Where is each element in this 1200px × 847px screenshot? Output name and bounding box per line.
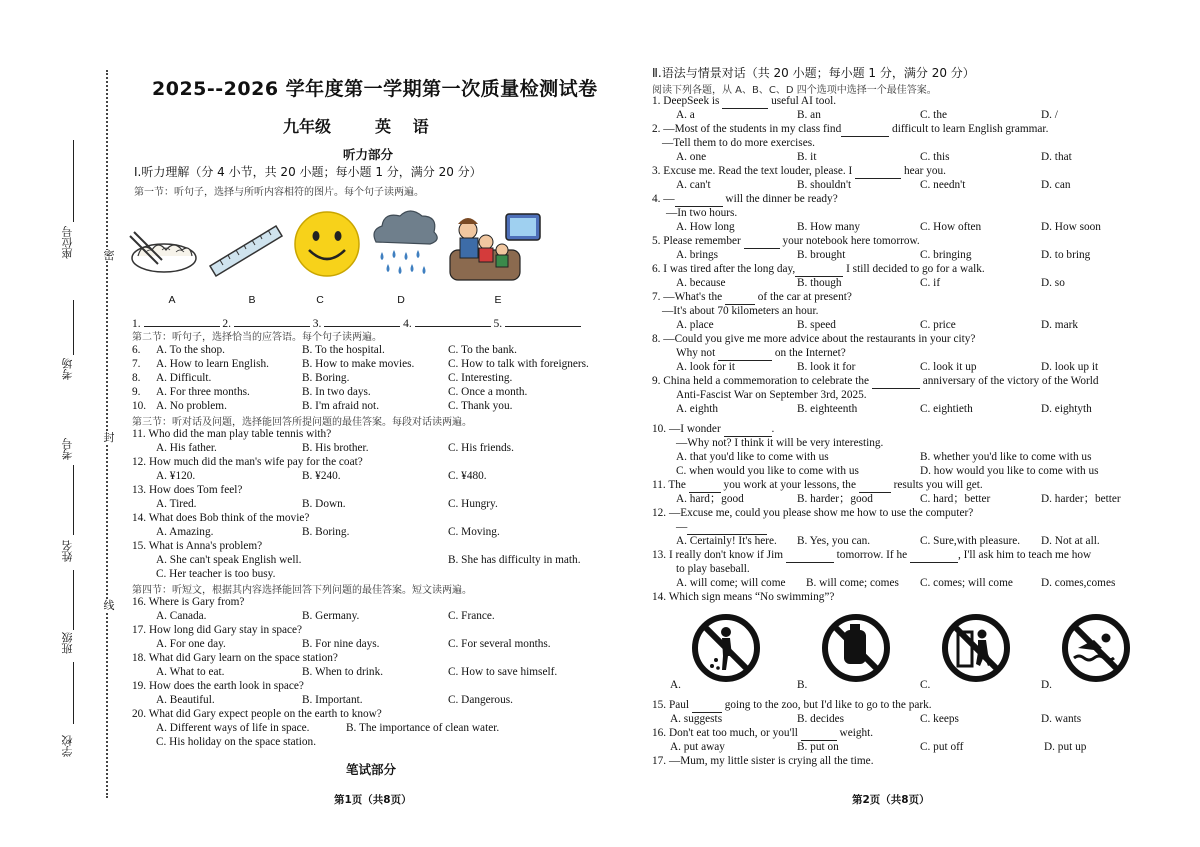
option[interactable]: D. comes,comes [1041,577,1116,589]
option[interactable]: D. can [1041,179,1071,191]
grammar-section-title: Ⅱ.语法与情景对话（共 20 小题；每小题 1 分，满分 20 分） [652,66,975,80]
option[interactable]: A. She can't speak English well. [156,554,302,566]
question-stem: 9. China held a commemoration to celebrate the anniversary of the victory of the World [652,375,1099,387]
question-dialog-line: — [676,520,767,535]
picture-label-d: D [397,294,405,306]
option[interactable]: A. hard；good [676,493,744,505]
answer-blank[interactable] [855,164,901,179]
option[interactable]: C. Interesting. [448,372,513,384]
question-number: 8. [132,372,141,384]
name-label: 姓名 [61,540,74,562]
option[interactable]: B. Yes, you can. [797,535,871,547]
answer-blank[interactable] [687,520,767,535]
option[interactable]: A. ¥120. [156,470,196,482]
option[interactable]: A. Different ways of life in space. [156,722,310,734]
option[interactable]: A. For three months. [156,386,250,398]
option[interactable]: B. She has difficulty in math. [448,554,581,566]
no-drinking-icon [820,612,892,684]
option[interactable]: A. Certainly! It's here. [676,535,777,547]
option[interactable]: C. if [920,277,941,289]
seat-number-label: 座位号 [61,226,74,259]
family-tv-icon [448,206,546,288]
question-dialog-line: —Why not? I think it will be very interesting. [676,437,884,449]
answer-blank[interactable] [841,122,889,137]
option[interactable]: D. how would you like to come with us [920,465,1099,477]
option[interactable]: C. His holiday on the space station. [156,736,317,748]
option[interactable]: A. How to learn English. [156,358,269,370]
option[interactable]: A. put away [670,741,725,753]
option[interactable]: C. ¥480. [448,470,487,482]
question-stem: 12. How much did the man's wife pay for the coat? [132,456,363,468]
picture-label-a: A [168,294,176,306]
option[interactable]: B. His brother. [302,442,369,454]
option[interactable]: C. [920,679,931,691]
question-stem: 17. How long did Gary stay in space? [132,624,303,636]
option[interactable]: A. one [676,151,707,163]
option[interactable]: B. Germany. [302,610,360,622]
answer-blank[interactable] [725,290,755,305]
question-stem: 19. How does the earth look in space? [132,680,304,692]
option[interactable]: B. Boring. [302,372,350,384]
option[interactable]: A. will come; will come [676,577,786,589]
option[interactable]: C. put off [920,741,964,753]
answer-blank[interactable] [795,262,843,277]
question-stem-continued: Anti-Fascist War on September 3rd, 2025. [676,389,867,401]
answer-blank-4[interactable] [415,315,491,327]
option[interactable]: B. Important. [302,694,363,706]
option[interactable]: D. harder；better [1041,493,1121,505]
question-stem: 7. —What's the of the car at present? [652,291,852,303]
option[interactable]: D. mark [1041,319,1079,331]
question-dialog-line: —In two hours. [666,207,738,219]
question-stem: 12. —Excuse me, could you please show me how to use the computer? [652,507,974,519]
option[interactable]: A. a [676,109,695,121]
part1-instruction: 第一节：听句子，选择与所听内容相符的图片。每个句子读两遍。 [134,187,424,198]
option[interactable]: C. How to save himself. [448,666,558,678]
option[interactable]: A. No problem. [156,400,227,412]
exam-title: 2025--2026 学年度第一学期第一次质量检测试卷 [152,78,598,100]
option[interactable]: B. For nine days. [302,638,380,650]
question-stem: 20. What did Gary expect people on the earth to know? [132,708,382,720]
picture-label-b: B [248,294,256,306]
option[interactable]: B. though [797,277,842,289]
question-stem: 14. Which sign means “No swimming”? [652,591,835,603]
option[interactable]: C. Once a month. [448,386,528,398]
answer-blank[interactable] [675,192,723,207]
answer-blank[interactable] [872,374,920,389]
option[interactable]: B. I'm afraid not. [302,400,380,412]
listening-section-title: Ⅰ.听力理解（分 4 小节，共 20 小题；每小题 1 分，满分 20 分） [134,165,482,179]
question-number: 7. [132,358,141,370]
blank-number: 4. [403,318,412,330]
option[interactable]: C. Sure,with pleasure. [920,535,1021,547]
option[interactable]: B. brought [797,249,846,261]
option[interactable]: C. needn't [920,179,966,191]
option[interactable]: B. decides [797,713,845,725]
option[interactable]: C. look it up [920,361,977,373]
class-label: 班级 [61,632,74,654]
question-stem: 16. Don't eat too much, or you'll weight. [652,727,874,739]
option[interactable]: D. Not at all. [1041,535,1100,547]
option[interactable]: A. eighth [676,403,719,415]
option[interactable]: A. Tired. [156,498,197,510]
option[interactable]: C. hard；better [920,493,991,505]
question-stem: 1. DeepSeek is useful AI tool. [652,95,837,107]
seal-char-feng: 封 [103,431,115,444]
option[interactable]: B. Boring. [302,526,350,538]
part4-instruction: 第四节：听短文，根据其内容选择能回答下列问题的最佳答案。短文读两遍。 [132,585,472,596]
option[interactable]: D. How soon [1041,221,1101,233]
answer-blank[interactable] [718,346,772,361]
option[interactable]: C. bringing [920,249,972,261]
option[interactable]: B. put on [797,741,839,753]
blank-number: 2. [222,318,231,330]
option[interactable]: C. France. [448,610,495,622]
option[interactable]: D. to bring [1041,249,1091,261]
question-dialog-line: Why not on the Internet? [676,347,846,359]
option[interactable]: D. wants [1041,713,1082,725]
answer-blank[interactable] [744,234,780,249]
question-stem: 18. What did Gary learn on the space station? [132,652,338,664]
answer-blank[interactable] [801,726,837,741]
option[interactable]: C. when would you like to come with us [676,465,859,477]
question-dialog-line: —It's about 70 kilometers an hour. [662,305,819,317]
question-stem: 13. How does Tom feel? [132,484,243,496]
option[interactable]: B. The importance of clean water. [346,722,500,734]
option[interactable]: D. so [1041,277,1065,289]
question-stem: 11. Who did the man play table tennis with? [132,428,332,440]
option[interactable]: B. harder；good [797,493,873,505]
subject-label: 英 语 [375,117,437,136]
option[interactable]: C. Hungry. [448,498,498,510]
no-climbing-icon [940,612,1012,684]
option[interactable]: C. Moving. [448,526,500,538]
grade-label: 九年级 [283,117,332,136]
dumplings-icon [128,206,200,288]
answer-blank[interactable] [722,94,768,109]
blank-number: 5. [493,318,503,330]
option[interactable]: D. [1041,679,1052,691]
option[interactable]: C. Her teacher is too busy. [156,568,276,580]
option[interactable]: C. eightieth [920,403,973,415]
option[interactable]: A. For one day. [156,638,226,650]
school-label: 学校 [61,735,74,757]
option[interactable]: A. Beautiful. [156,694,215,706]
option[interactable]: B. Down. [302,498,346,510]
no-swimming-icon [1060,612,1132,684]
option[interactable]: B. eighteenth [797,403,858,415]
option[interactable]: C. For several months. [448,638,551,650]
option[interactable]: C. price [920,319,956,331]
question-stem: 14. What does Bob think of the movie? [132,512,310,524]
question-stem: 15. What is Anna's problem? [132,540,263,552]
answer-blank[interactable] [692,698,722,713]
option[interactable]: B. will come; comes [806,577,899,589]
option[interactable]: C. To the bank. [448,344,517,356]
option[interactable]: C. His friends. [448,442,514,454]
seal-char-xian: 线 [103,599,115,612]
question-stem: 15. Paul going to the zoo, but I'd like to go to the park. [652,699,932,711]
answer-blank[interactable] [910,548,958,563]
option[interactable]: A. place [676,319,714,331]
seal-char-mi: 密 [103,249,115,262]
ruler-icon [206,206,286,288]
question-stem: 10. —I wonder . [652,423,775,435]
answer-blank[interactable] [859,478,891,493]
exam-room-field[interactable] [73,300,74,355]
option[interactable]: A. Canada. [156,610,207,622]
option[interactable]: A. Difficult. [156,372,212,384]
option[interactable]: D. eightyth [1041,403,1092,415]
part3-instruction: 第三节：听对话及问题，选择能回答所提问题的最佳答案。每段对话读两遍。 [132,417,472,428]
option[interactable]: C. the [920,109,947,121]
option[interactable]: C. How to talk with foreigners. [448,358,589,370]
option[interactable]: B. speed [797,319,836,331]
exam-number-field[interactable] [73,465,74,535]
question-stem: 16. Where is Gary from? [132,596,245,608]
option[interactable]: C. this [920,151,950,163]
option[interactable]: B. How to make movies. [302,358,415,370]
question-stem-continued: to play baseball. [676,563,750,575]
question-stem: 13. I really don't know if Jim tomorrow. If he , I'll ask him to teach me how [652,549,1092,561]
answer-blank-1[interactable] [144,315,220,327]
page-footer-2: 第2页（共8页） [852,794,930,806]
question-dialog-line: —Tell them to do more exercises. [662,137,815,149]
exam-number-label: 考号 [61,438,74,460]
answer-blank[interactable] [689,478,721,493]
smiley-icon [292,206,362,288]
answer-blank-3[interactable] [324,315,400,327]
option[interactable]: C. keeps [920,713,959,725]
blank-number: 1. [132,318,141,330]
option[interactable]: A. can't [676,179,711,191]
option[interactable]: C. How often [920,221,982,233]
grammar-instruction: 阅读下列各题，从 A、B、C、D 四个选项中选择一个最佳答案。 [652,85,937,96]
option[interactable]: A. look for it [676,361,735,373]
class-field[interactable] [73,662,74,724]
part2-instruction: 第二节：听句子，选择恰当的应答语。每个句子读两遍。 [132,332,382,343]
seat-number-field[interactable] [73,140,74,222]
option[interactable]: A. What to eat. [156,666,225,678]
option[interactable]: A. To the shop. [156,344,225,356]
question-number: 6. [132,344,141,356]
option[interactable]: A. because [676,277,726,289]
option[interactable]: D. put up [1044,741,1087,753]
option[interactable]: B. To the hospital. [302,344,385,356]
option[interactable]: B. [797,679,808,691]
question-number: 10. [132,400,147,412]
question-stem: 17. —Mum, my little sister is crying all the time. [652,755,874,767]
option[interactable]: C. comes; will come [920,577,1013,589]
option[interactable]: D. look up it [1041,361,1099,373]
page-footer-1: 第1页（共8页） [334,794,412,806]
option[interactable]: C. Dangerous. [448,694,513,706]
option[interactable]: C. Thank you. [448,400,513,412]
answer-blank-5[interactable] [505,315,581,327]
option[interactable]: B. look it for [797,361,856,373]
option[interactable]: A. Amazing. [156,526,214,538]
answer-blank[interactable] [786,548,834,563]
question-stem: 8. —Could you give me more advice about the restaurants in your city? [652,333,976,345]
option[interactable]: A. brings [676,249,719,261]
picture-label-e: E [494,294,502,306]
option[interactable]: B. In two days. [302,386,371,398]
picture-row [128,206,608,306]
question-stem: 2. —Most of the students in my class find difficult to learn English grammar. [652,123,1049,135]
question-stem: 4. — will the dinner be ready? [652,193,838,205]
name-field[interactable] [73,570,74,630]
option[interactable]: B. it [797,151,817,163]
option[interactable]: B. an [797,109,821,121]
rain-cloud-icon [366,206,442,288]
option[interactable]: A. that you'd like to come with us [676,451,829,463]
no-littering-icon [690,612,762,684]
option[interactable]: B. How many [797,221,861,233]
option[interactable]: A. How long [676,221,735,233]
option[interactable]: B. ¥240. [302,470,341,482]
option[interactable]: D. that [1041,151,1072,163]
option[interactable]: A. His father. [156,442,217,454]
option[interactable]: A. [670,679,681,691]
answer-blank-2[interactable] [234,315,310,327]
question-stem: 11. The you work at your lessons, the results you will get. [652,479,983,491]
blank-number: 3. [312,318,322,330]
picture-label-c: C [316,294,324,306]
answer-blank[interactable] [724,422,772,437]
option[interactable]: B. When to drink. [302,666,384,678]
question-stem: 3. Excuse me. Read the text louder, please. I hear you. [652,165,947,177]
question-stem: 5. Please remember your notebook here tomorrow. [652,235,920,247]
option[interactable]: B. shouldn't [797,179,852,191]
question-number: 9. [132,386,141,398]
listening-heading: 听力部分 [343,147,394,162]
written-heading: 笔试部分 [346,762,397,777]
option[interactable]: A. suggests [670,713,723,725]
option[interactable]: D. / [1041,109,1058,121]
option[interactable]: B. whether you'd like to come with us [920,451,1092,463]
question-stem: 6. I was tired after the long day, I still decided to go for a walk. [652,263,985,275]
exam-room-label: 考场 [61,358,74,380]
